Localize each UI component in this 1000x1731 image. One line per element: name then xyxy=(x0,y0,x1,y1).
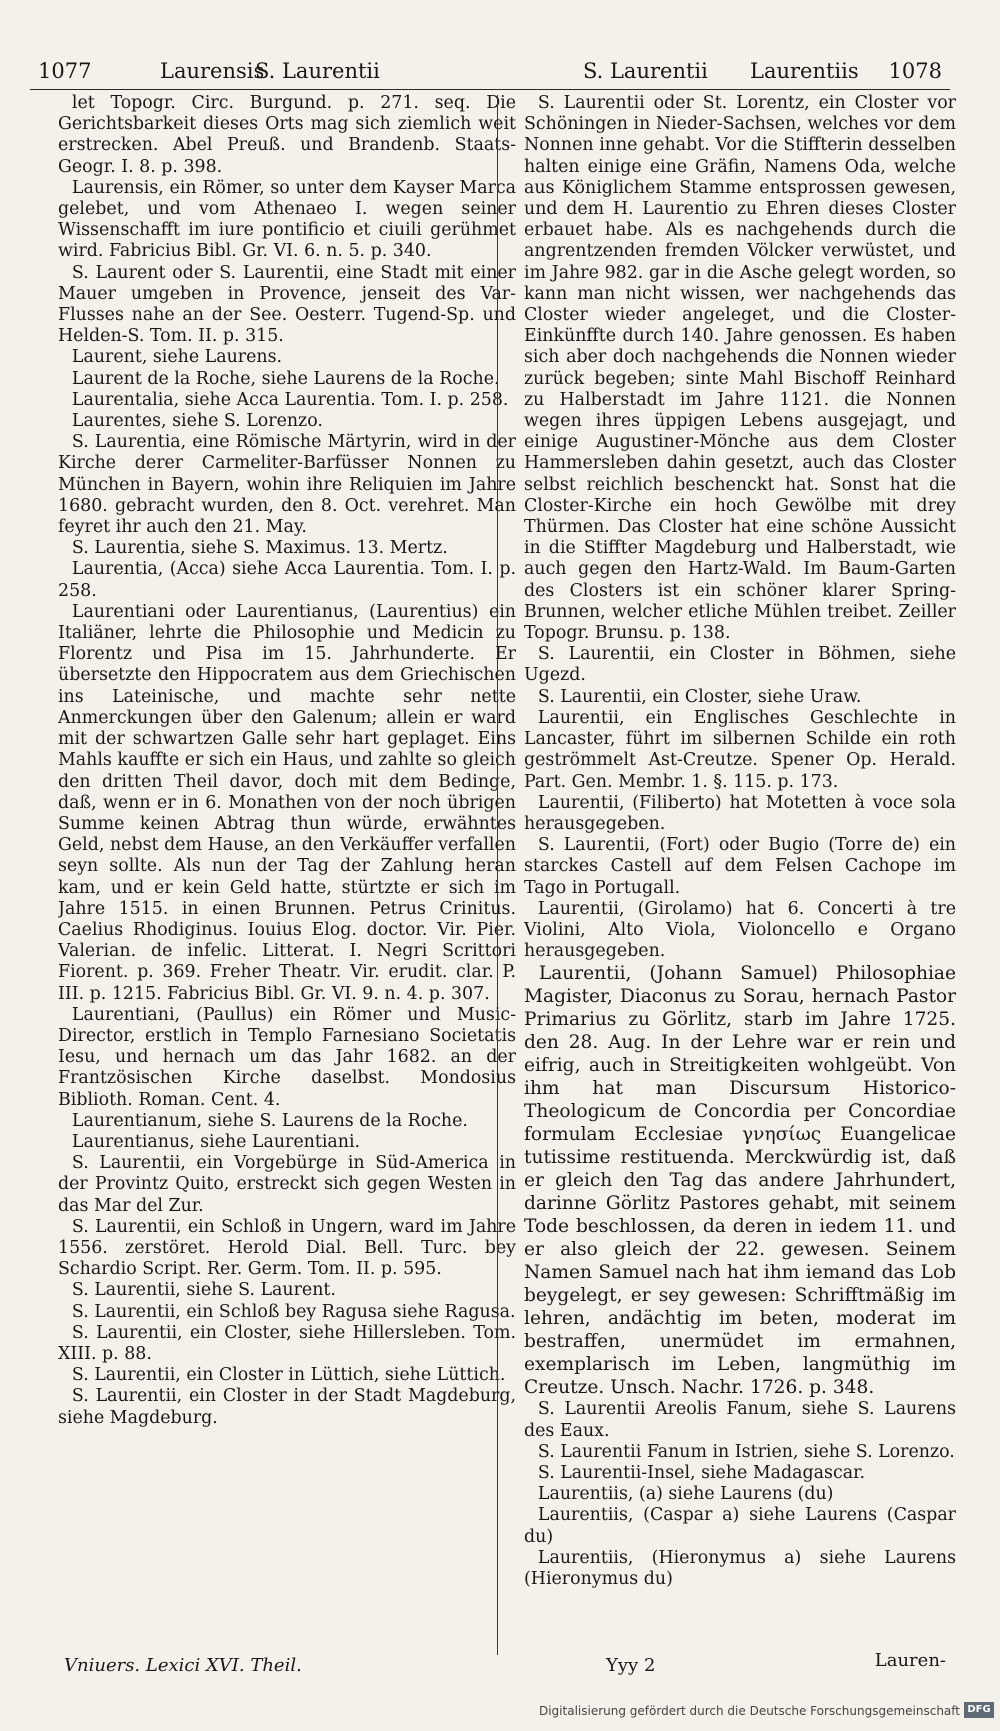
entry: S. Laurentii, ein Closter, siehe Uraw. xyxy=(537,686,862,707)
entry: Laurentiis, (Caspar a) siehe Laurens (Caspar du) xyxy=(524,1505,956,1547)
entry: S. Laurentia, siehe S. Maximus. 13. Mertz. xyxy=(71,538,448,559)
entry: Laurent, siehe Laurens. xyxy=(71,347,283,368)
left-page-number: 1077 xyxy=(38,59,92,83)
entry: Laurentiis, (Hieronymus a) siehe Laurens (Hieronymus du) xyxy=(524,1547,956,1589)
entry: Laurent de la Roche, siehe Laurens de la Roche. xyxy=(71,368,500,389)
entry: Laurentii, ein Englisches Geschlechte in Lancaster, führt im silbernen Schilde ein roth geströmmelt Ast-Creutze. Spener Op. Herald. Part. Gen. Membr. 1. §. 115. p. 173. xyxy=(524,707,956,792)
entry: S. Laurentii, ein Closter in der Stadt Magdeburg, siehe Magdeburg. xyxy=(58,1386,516,1428)
entry: S. Laurentia, eine Römische Märtyrin, wird in der Kirche derer Carmeliter-Barfüsser Nonnen zu München in Bayern, wohin ihre Reliquien im Jahre 1680. gebracht wurden, den 8. Oct. verehret. Man feyret ihr auch den 21. May. xyxy=(58,432,516,538)
entry: S. Laurentii, siehe S. Laurent. xyxy=(71,1280,336,1301)
entry: Laurentiani, (Paullus) ein Römer und Music-Director, erstlich in Templo Farnesiano Societatis Iesu, und hernach um das Jahr 1682. an der Frantzösischen Kirche daselbst. Mondosius Biblioth. Roman. Cent. 4. xyxy=(58,1004,516,1110)
entry: S. Laurentii, ein Closter in Lüttich, siehe Lüttich. xyxy=(71,1365,506,1386)
entry: S. Laurentii oder St. Lorentz, ein Closter vor Schöningen in Nieder-Sachsen, welches vor dem Nonnen inne gehabt. Vor die Stiffterin desselben halten einige eine Gräfin, Namens Oda, welche aus Königlichem Stamme entsprossen gewesen, und dem H. Laurentio zu Ehren dieses Closter erbauet habe. Als es nachgehends durch die angrentzenden fremden Völcker verwüstet, und im Jahre 982. gar in die Asche gelegt worden, so kann man nicht wissen, wer nachgehends das Closter wieder angeleget, und die Closter-Einkünffte durch 140. Jahre genossen. Es haben sich aber doch nachgehends die Nonnen wieder zurück begeben; sinte Mahl Bischoff Reinhard zu Halberstadt im Jahre 1121. die Nonnen wegen ihres üppigen Lebens ausgejagt, und einige Augustiner-Mönche aus dem Closter Hammersleben dahin gesetzt, auch das Closter selbst reichlich beschenckt hat. Sonst hat die Closter-Kirche ein hoch Gewölbe mit drey Thürmen. Das Closter hat eine schöne Aussicht in die Stiffter Magdeburg und Halberstadt, wie auch gegen den Hartz-Wald. Im Baum-Garten des Closters ist ein schöner klarer Spring-Brunnen, welcher etliche Mühlen treibet. Zeiller Topogr. Brunsu. p. 138. xyxy=(524,93,956,644)
entry: Laurensis, ein Römer, so unter dem Kayser Marca gelebet, und vom Athenaeo I. wegen seiner Wissenschafft im iure pontificio et ciuili gerühmet wird. Fabricius Bibl. Gr. VI. 6. n. 5. p. 340. xyxy=(58,177,516,262)
entry: S. Laurentii, ein Schloß in Ungern, ward im Jahre 1556. zerstöret. Herold Dial. Bell. Turc. bey Schardio Script. Rer. Germ. Tom. II. p. 595. xyxy=(58,1216,516,1280)
entry: Laurentiis, (a) siehe Laurens (du) xyxy=(537,1484,834,1505)
left-catchword: Laurensis xyxy=(160,59,265,83)
entry: Laurentii, (Girolamo) hat 6. Concerti à tre Violini, Alto Viola, Violoncello e Organo herausgegeben. xyxy=(524,898,956,962)
entry: let Topogr. Circ. Burgund. p. 271. seq. Die Gerichtsbarkeit dieses Orts mag sich ziemlich weit erstrecken. Abel Preuß. und Brandenb. Staats-Geogr. I. 8. p. 398. xyxy=(58,93,516,177)
entry: S. Laurent oder S. Laurentii, eine Stadt mit einer Mauer umgeben in Provence, jenseit des Var-Flusses nahe an der See. Oesterr. Tugend-Sp. und Helden-S. Tom. II. p. 315. xyxy=(58,262,516,347)
entry: S. Laurentii Areolis Fanum, siehe S. Laurens des Eaux. xyxy=(524,1399,956,1441)
right-catchword: Laurentiis xyxy=(750,59,859,83)
entry: Laurentii, (Filiberto) hat Motetten à voce sola herausgegeben. xyxy=(524,792,956,834)
page-header xyxy=(30,55,950,90)
dfg-logo: DFG xyxy=(964,1702,994,1718)
signature-line: Vniuers. Lexici XVI. Theil. xyxy=(64,1655,302,1676)
entry: Laurentii, (Johann Samuel) Philosophiae Magister, Diaconus zu Sorau, hernach Pastor Primarius zu Görlitz, starb im Jahre 1725. den 28. Aug. In der Lehre war er rein und eifrig, auch in Streitigkeiten wohlgeübt. Von ihm hat man Discursum Historico-Theologicum de Concordia per Concordiae formulam Ecclesiae γνησίως Euangelicae tutissime restituenda. Merckwürdig ist, daß er gleich den Tag das andere Jahrhundert, darinne Görlitz Pastores gehabt, mit seinem Tode beschlossen, da deren in iedem 11. und er also gleich der 22. gewesen. Seinem Namen Samuel nach hat ihm iemand das Lob beygelegt, er sey gewesen: Schrifftmäßig im lehren, andächtig im beten, moderat im bestraffen, unermüdet im ermahnen, exemplarisch im Leben, langmüthig im Creutze. Unsch. Nachr. 1726. p. 348. xyxy=(524,963,956,1399)
digitization-credit: Digitalisierung gefördert durch die Deutsche Forschungsgemeinschaft xyxy=(538,1704,960,1718)
page-footer xyxy=(58,1650,958,1685)
right-column xyxy=(524,93,956,1655)
entry: Laurentia, (Acca) siehe Acca Laurentia. Tom. I. p. 258. xyxy=(58,559,516,601)
entry: S. Laurentii, ein Closter, siehe Hillersleben. Tom. XIII. p. 88. xyxy=(58,1322,516,1364)
entry: Laurentiani oder Laurentianus, (Laurentius) ein Italiäner, lehrte die Philosophie und Medicin zu Florentz und Pisa im 15. Jahrhunderte. Er übersetzte den Hippocratem aus dem Griechischen ins Lateinische, und machte sehr nette Anmerckungen über den Galenum; allein er ward mit der schwartzen Galle sehr hart geplaget. Eins Mahls kauffte er sich ein Haus, und zahlte so gleich den dritten Theil davor, doch mit dem Bedinge, daß, wenn er in 6. Monathen von der noch übrigen Summe keinen Abtrag thun würde, erwähntes Geld, nebst dem Hause, an den Verkäuffer verfallen seyn sollte. Als nun der Tag der Zahlung heran kam, und er kein Geld hatte, stürtzte er sich im Jahre 1515. in einen Brunnen. Petrus Crinitus. Caelius Rhodiginus. Iouius Elog. doctor. Vir. Pier. Valerian. de infelic. Litterat. I. Negri Scrittori Fiorent. p. 369. Freher Theatr. Vir. erudit. clar. P. III. p. 1215. Fabricius Bibl. Gr. VI. 9. n. 4. p. 307. xyxy=(58,601,516,1004)
entry: S. Laurentii, ein Vorgebürge in Süd-America in der Provintz Quito, erstreckt sich gegen Westen in das Mar del Zur. xyxy=(58,1153,516,1216)
entry: S. Laurentii, ein Closter in Böhmen, siehe Ugezd. xyxy=(524,644,956,686)
left-column xyxy=(58,93,516,1655)
left-running-title: S. Laurentii xyxy=(255,59,380,83)
right-page-number: 1078 xyxy=(888,59,942,83)
entry: Laurentianus, siehe Laurentiani. xyxy=(71,1131,361,1152)
entry: Laurentes, siehe S. Lorenzo. xyxy=(71,411,323,432)
entry: S. Laurentii, (Fort) oder Bugio (Torre de) ein starckes Castell auf dem Felsen Cachope im Tago in Portugall. xyxy=(524,835,956,898)
footer-catchword: Lauren- xyxy=(874,1650,946,1671)
right-running-title: S. Laurentii xyxy=(583,59,708,83)
column-divider xyxy=(497,95,498,1655)
sheet-mark: Yyy 2 xyxy=(606,1655,656,1676)
entry: S. Laurentii Fanum in Istrien, siehe S. Lorenzo. xyxy=(537,1441,955,1462)
entry: Laurentalia, siehe Acca Laurentia. Tom. I. p. 258. xyxy=(71,389,509,410)
entry: S. Laurentii, ein Schloß bey Ragusa siehe Ragusa. xyxy=(71,1301,516,1322)
entry: S. Laurentii-Insel, siehe Madagascar. xyxy=(537,1462,866,1483)
entry: Laurentianum, siehe S. Laurens de la Roche. xyxy=(71,1110,468,1131)
